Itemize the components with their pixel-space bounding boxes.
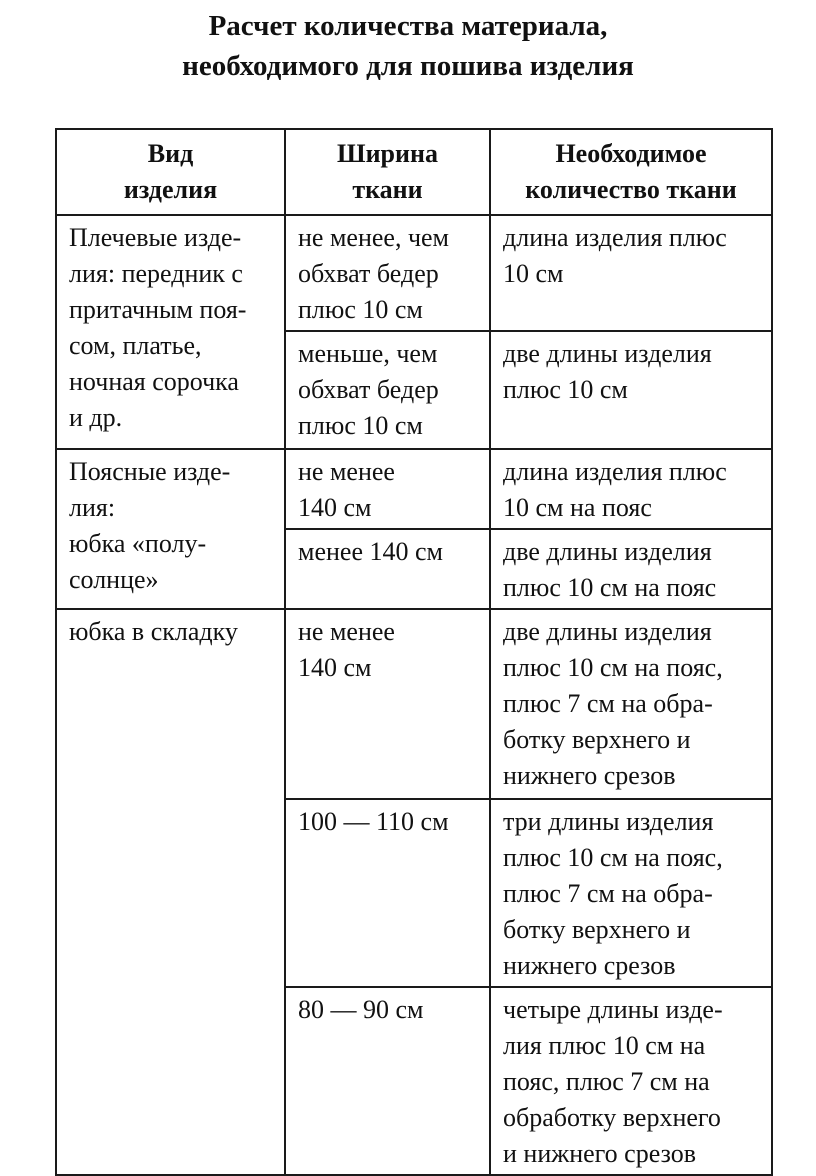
table-header-row (56, 129, 772, 215)
fabric-amount-cell: две длины изделия плюс 10 см на пояс (490, 529, 772, 609)
header-fabric-amount: Необходимое количество ткани (490, 129, 772, 215)
fabric-width-cell: 100 — 110 см (285, 799, 490, 987)
title-line-2: необходимого для пошива изделия (182, 50, 634, 82)
fabric-amount-cell: две длины изделия плюс 10 см (490, 331, 772, 449)
document-title (0, 6, 816, 86)
header-fabric-width: Ширина ткани (285, 129, 490, 215)
title-line-1: Расчет количества материала, (208, 10, 608, 42)
fabric-amount-cell: длина изделия плюс 10 см на пояс (490, 449, 772, 529)
fabric-width-cell: не менее 140 см (285, 609, 490, 799)
table-row (56, 215, 772, 331)
item-type-cell: юбка в складку (56, 609, 285, 1175)
fabric-width-cell: не менее 140 см (285, 449, 490, 529)
header-item-type: Вид изделия (56, 129, 285, 215)
fabric-width-cell: не менее, чем обхват бедер плюс 10 см (285, 215, 490, 331)
table-row (56, 609, 772, 799)
fabric-width-cell: меньше, чем обхват бедер плюс 10 см (285, 331, 490, 449)
material-table (55, 128, 773, 1176)
fabric-width-cell: менее 140 см (285, 529, 490, 609)
fabric-amount-cell: длина изделия плюс 10 см (490, 215, 772, 331)
fabric-amount-cell: две длины изделия плюс 10 см на пояс, плюс 7 см на обра- ботку верхнего и нижнего срезов (490, 609, 772, 799)
table-row (56, 449, 772, 529)
fabric-width-cell: 80 — 90 см (285, 987, 490, 1175)
fabric-amount-cell: три длины изделия плюс 10 см на пояс, плюс 7 см на обра- ботку верхнего и нижнего срезов (490, 799, 772, 987)
fabric-amount-cell: четыре длины изде- лия плюс 10 см на пояс, плюс 7 см на обработку верхнего и нижнего срезов (490, 987, 772, 1175)
item-type-cell: Плечевые изде- лия: передник с притачным поя- сом, платье, ночная сорочка и др. (56, 215, 285, 449)
item-type-cell: Поясные изде- лия: юбка «полу- солнце» (56, 449, 285, 609)
